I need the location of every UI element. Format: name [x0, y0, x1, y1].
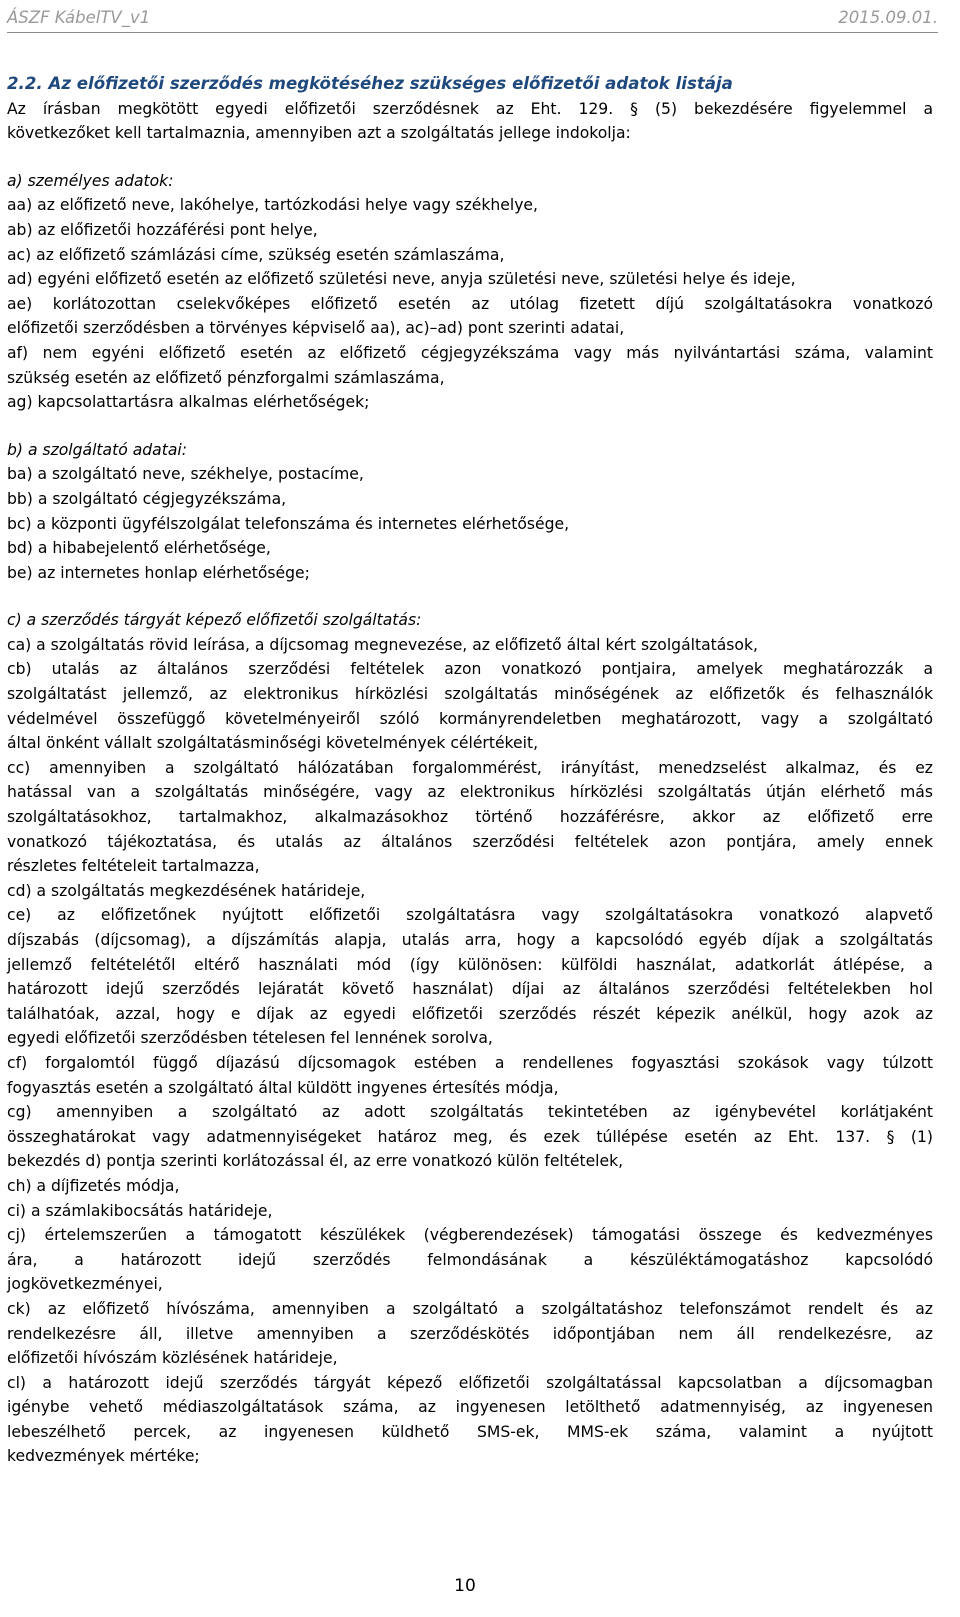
list-line: cl) a határozott idejű szerződés tárgyát képező előfizetői szolgáltatással kapcsolatban a díjcsomagban — [7, 1373, 933, 1392]
list-line: cc) amennyiben a szolgáltató hálózatában forgalommérést, irányítást, menedzselést alkalmaz, és ez — [7, 758, 933, 777]
list-line: bekezdés d) pontja szerinti korlátozással él, az erre vonatkozó külön feltételek, — [7, 1152, 624, 1171]
list-line: kedvezmények mértéke; — [7, 1447, 200, 1466]
list-line: ch) a díjfizetés módja, — [7, 1176, 180, 1195]
section-c-heading: c) a szerződés tárgyát képező előfizetői szolgáltatás: — [7, 611, 422, 630]
header-doc-name: ÁSZF KábelTV_v1 — [7, 8, 151, 27]
list-line: hatással van a szolgáltatás minőségére, vagy az elektronikus hírközlési szolgáltatás útján elérhető más — [7, 783, 933, 802]
list-line: ára, a határozott idejű szerződés felmondásának a készüléktámogatáshoz kapcsolódó — [7, 1250, 933, 1269]
list-line: igénybe vehető médiaszolgáltatások száma, az ingyenesen letölthető adatmennyiség, az ingyenesen — [7, 1398, 933, 1417]
section-a-heading: a) személyes adatok: — [7, 171, 174, 190]
list-line: cd) a szolgáltatás megkezdésének határideje, — [7, 881, 366, 900]
list-line: jellemző feltételétől eltérő használati mód (így különösen: külföldi használat, adatkorlát átlépése, a — [7, 955, 933, 974]
document-body — [7, 72, 933, 1469]
list-line: af) nem egyéni előfizető esetén az előfizető cégjegyzékszáma vagy más nyilvántartási száma, valamint — [7, 343, 933, 362]
list-line: aa) az előfizető neve, lakóhelye, tartózkodási helye vagy székhelye, — [7, 196, 538, 215]
section-c-list — [7, 633, 933, 1469]
list-line: bb) a szolgáltató cégjegyzékszáma, — [7, 489, 287, 508]
section-b-heading: b) a szolgáltató adatai: — [7, 440, 187, 459]
list-line: be) az internetes honlap elérhetősége; — [7, 563, 310, 582]
list-line: cj) értelemszerűen a támogatott készülékek (végberendezések) támogatási összege és kedvezményes — [7, 1226, 933, 1245]
list-line: egyedi előfizetői szerződésben tételesen fel lennének sorolva, — [7, 1029, 493, 1048]
list-line: bc) a központi ügyfélszolgálat telefonszáma és internetes elérhetősége, — [7, 514, 570, 533]
intro-line-1: Az írásban megkötött egyedi előfizetői szerződésnek az Eht. 129. § (5) bekezdésére figyelemmel a — [7, 99, 933, 118]
list-line: részletes feltételeit tartalmazza, — [7, 857, 260, 876]
list-line: ab) az előfizetői hozzáférési pont helye, — [7, 220, 318, 239]
section-title: 2.2. Az előfizetői szerződés megkötéséhez szükséges előfizetői adatok listája — [7, 74, 733, 93]
list-line: ca) a szolgáltatás rövid leírása, a díjcsomag megnevezése, az előfizető által kért szolgáltatások, — [7, 635, 758, 654]
page-number: 10 — [454, 1576, 476, 1596]
list-line: ci) a számlakibocsátás határideje, — [7, 1201, 273, 1220]
intro-line-2: következőket kell tartalmaznia, amennyiben azt a szolgáltatás jellege indokolja: — [7, 124, 631, 143]
header-date: 2015.09.01. — [838, 8, 938, 27]
list-line: szolgáltatást jellemző, az elektronikus hírközlési szolgáltatás minőségének az előfizetők és felhasználók — [7, 685, 933, 704]
list-line: fogyasztás esetén a szolgáltató által küldött ingyenes értesítés módja, — [7, 1078, 559, 1097]
list-line: bd) a hibabejelentő elérhetősége, — [7, 539, 271, 558]
list-line: cg) amennyiben a szolgáltató az adott szolgáltatás tekintetében az igénybevétel korlátjaként — [7, 1103, 933, 1122]
list-line: jogkövetkezményei, — [7, 1275, 163, 1294]
list-line: ad) egyéni előfizető esetén az előfizető születési neve, anyja születési neve, születési helye és ideje, — [7, 270, 796, 289]
list-line: szolgáltatásokhoz, tartalmakhoz, alkalmazásokhoz történő hozzáférésre, akkor az előfizető erre — [7, 808, 933, 827]
list-line: előfizetői szerződésben a törvényes képviselő aa), ac)–ad) pont szerinti adatai, — [7, 319, 625, 338]
list-line: díjszabás (díjcsomag), a díjszámítás alapja, utalás arra, hogy a kapcsolódó egyéb díjak a szolgáltatás — [7, 931, 933, 949]
section-a-list — [7, 193, 933, 414]
section-b-list — [7, 462, 933, 585]
list-line: ck) az előfizető hívószáma, amennyiben a szolgáltató a szolgáltatáshoz telefonszámot rendelt és az — [7, 1299, 933, 1318]
list-line: ba) a szolgáltató neve, székhelye, postacíme, — [7, 465, 364, 484]
list-line: határozott idejű szerződés lejáratát követő használat) díjai az általános szerződési feltételekben hol — [7, 980, 933, 999]
list-line: lebeszélhető percek, az ingyenesen küldhető SMS-ek, MMS-ek száma, valamint a nyújtott — [7, 1422, 933, 1441]
page-header — [7, 6, 938, 33]
list-line: ac) az előfizető számlázási címe, szükség esetén számlaszáma, — [7, 245, 505, 264]
list-line: előfizetői hívószám közlésének határideje, — [7, 1349, 338, 1368]
list-line: védelmével összefüggő követelményeiről szóló kormányrendeletben meghatározott, vagy a szolgáltató — [7, 709, 933, 728]
list-line: ag) kapcsolattartásra alkalmas elérhetőségek; — [7, 393, 370, 412]
list-line: cb) utalás az általános szerződési feltételek azon vonatkozó pontjaira, amelyek meghatározzák a — [7, 660, 933, 679]
list-line: ce) az előfizetőnek nyújtott előfizetői szolgáltatásra vagy szolgáltatásokra vonatkozó alapvető — [7, 906, 933, 925]
list-line: szükség esetén az előfizető pénzforgalmi számlaszáma, — [7, 368, 445, 387]
list-line: által önként vállalt szolgáltatásminőségi követelmények célértékeit, — [7, 734, 539, 753]
list-line: vonatkozó tájékoztatása, és utalás az általános szerződési feltételek azon pontjára, amely ennek — [7, 832, 933, 851]
list-line: ae) korlátozottan cselekvőképes előfizető esetén az utólag fizetett díjú szolgáltatásokra vonatkozó — [7, 294, 933, 313]
list-line: összeghatárokat vagy adatmennyiségeket határoz meg, és ezek túllépése esetén az Eht. 137. § (1) — [7, 1127, 933, 1146]
list-line: cf) forgalomtól függő díjazású díjcsomagok estében a rendellenes fogyasztási szokások vagy túlzott — [7, 1053, 933, 1072]
list-line: rendelkezésre áll, illetve amennyiben a szerződéskötés időpontjában nem áll rendelkezésre, az — [7, 1324, 933, 1343]
list-line: találhatóak, azzal, hogy e díjak az egyedi előfizetői szerződés részét képezik anélkül, hogy azok az — [7, 1004, 933, 1023]
